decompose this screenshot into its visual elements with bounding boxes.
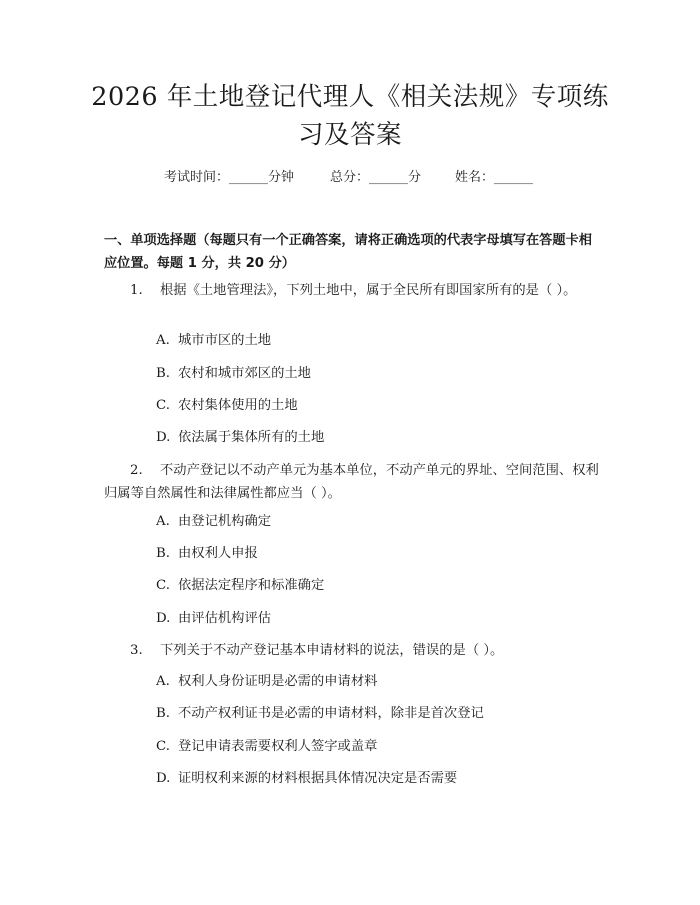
question-3 bbox=[104, 639, 604, 662]
option-2a bbox=[156, 512, 271, 532]
question-text: 根据《土地管理法》，下列土地中，属于全民所有即国家所有的是（ ）。 bbox=[160, 283, 577, 298]
option-letter: B. bbox=[156, 546, 170, 561]
option-text: 证明权利来源的材料根据具体情况决定是否需要 bbox=[178, 771, 458, 786]
question-text: 不动产登记以不动产单元为基本单位，不动产单元的界址、空间范围、权利归属等自然属性和法律属性都应当（ ）。 bbox=[104, 463, 599, 501]
option-letter: B. bbox=[156, 706, 170, 721]
option-1d bbox=[156, 428, 324, 448]
option-text: 登记申请表需要权利人签字或盖章 bbox=[178, 739, 378, 754]
option-3b bbox=[156, 704, 484, 724]
option-1b bbox=[156, 364, 311, 384]
option-letter: A. bbox=[156, 674, 170, 689]
question-text: 下列关于不动产登记基本申请材料的说法，错误的是（ ）。 bbox=[160, 643, 504, 658]
option-text: 由登记机构确定 bbox=[178, 514, 272, 529]
option-2c bbox=[156, 576, 324, 596]
option-text: 依法属于集体所有的土地 bbox=[178, 430, 325, 445]
option-letter: B. bbox=[156, 366, 170, 381]
section-heading: 一、单项选择题（每题只有一个正确答案，请将正确选项的代表字母填写在答题卡相应位置。每题 1 分，共 20 分） bbox=[104, 233, 592, 271]
question-number: 3. bbox=[130, 643, 143, 658]
option-text: 由评估机构评估 bbox=[178, 611, 272, 626]
question-number: 1. bbox=[130, 283, 143, 298]
option-text: 农村集体使用的土地 bbox=[178, 398, 298, 413]
option-letter: A. bbox=[156, 333, 170, 348]
question-1 bbox=[104, 279, 604, 302]
option-letter: C. bbox=[156, 739, 170, 754]
option-text: 不动产权利证书是必需的申请材料，除非是首次登记 bbox=[178, 706, 484, 721]
exam-score: 总分：______分 bbox=[330, 170, 422, 185]
question-2 bbox=[104, 459, 604, 505]
option-text: 由权利人申报 bbox=[178, 546, 258, 561]
option-letter: D. bbox=[156, 430, 171, 445]
option-letter: D. bbox=[156, 611, 171, 626]
title-line-2: 习及答案 bbox=[297, 120, 402, 150]
option-letter: C. bbox=[156, 398, 170, 413]
option-text: 农村和城市郊区的土地 bbox=[178, 366, 311, 381]
option-letter: D. bbox=[156, 771, 171, 786]
option-2d bbox=[156, 609, 271, 629]
exam-name: 姓名：______ bbox=[455, 170, 534, 185]
option-letter: C. bbox=[156, 578, 170, 593]
exam-time: 考试时间：______分钟 bbox=[164, 170, 295, 185]
option-3d bbox=[156, 769, 457, 789]
option-letter: A. bbox=[156, 514, 170, 529]
page-title bbox=[90, 78, 610, 154]
option-text: 依据法定程序和标准确定 bbox=[178, 578, 325, 593]
option-2b bbox=[156, 544, 258, 564]
title-line-1: 2026 年土地登记代理人《相关法规》专项练 bbox=[91, 82, 609, 112]
option-1a bbox=[156, 331, 271, 351]
option-3c bbox=[156, 737, 377, 757]
option-text: 城市市区的土地 bbox=[178, 333, 272, 348]
option-text: 权利人身份证明是必需的申请材料 bbox=[178, 674, 378, 689]
option-3a bbox=[156, 672, 377, 692]
option-1c bbox=[156, 396, 298, 416]
question-number: 2. bbox=[130, 463, 143, 478]
